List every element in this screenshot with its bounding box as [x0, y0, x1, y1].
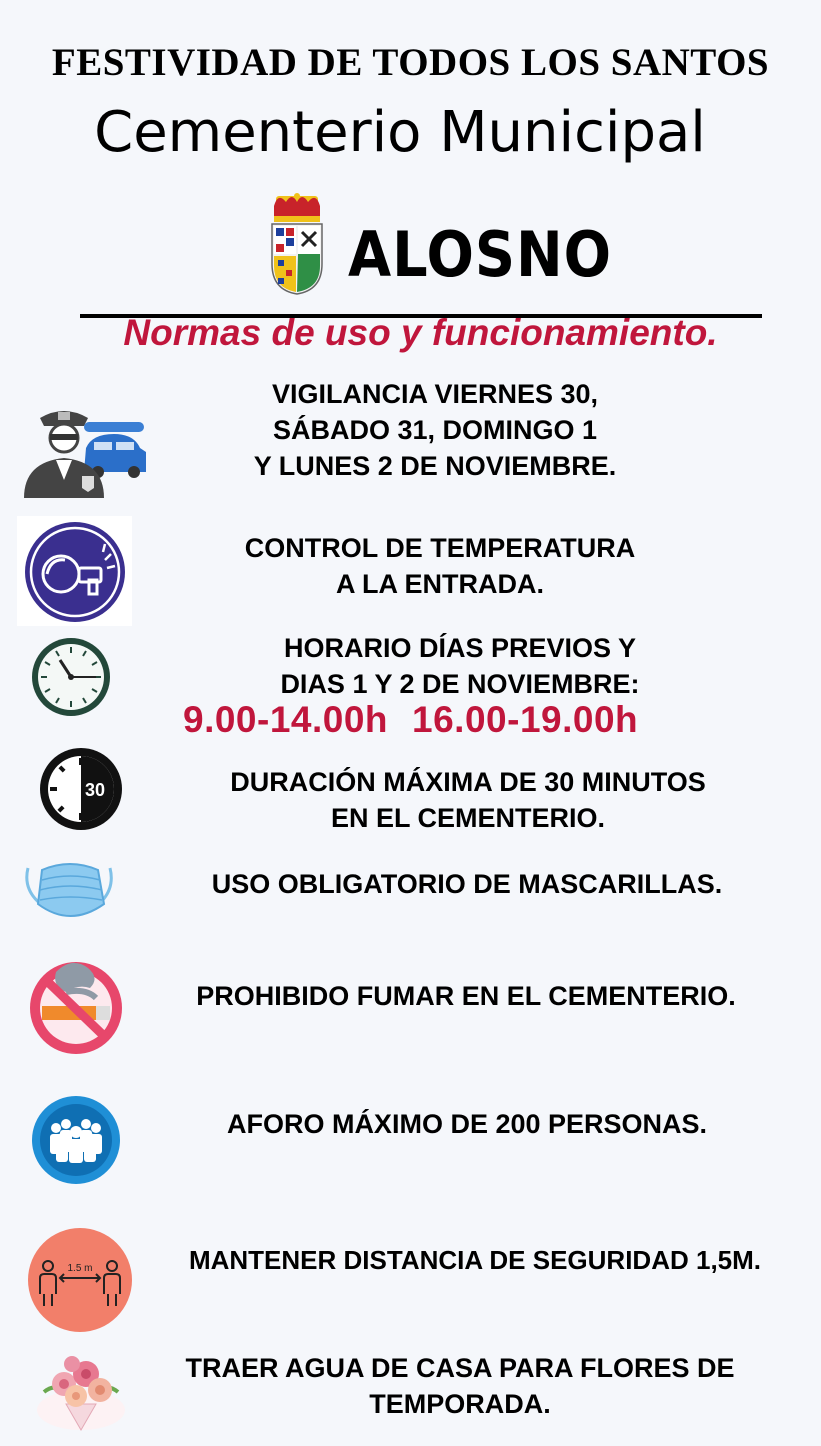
- afternoon-hours: 16.00-19.00h: [412, 699, 639, 740]
- crowd-capacity-icon: [28, 1094, 124, 1186]
- rule-mask: [150, 866, 784, 902]
- social-distance-icon: [26, 1226, 134, 1334]
- morning-hours: 9.00-14.00h: [183, 699, 389, 740]
- rule-capacity: [150, 1106, 784, 1142]
- rule-capacity-line: AFORO MÁXIMO DE 200 PERSONAS.: [226, 1109, 708, 1139]
- rule-vigilance-line: VIGILANCIA VIERNES 30,: [271, 379, 599, 409]
- rule-temperature-line: A LA ENTRADA.: [336, 569, 544, 599]
- rule-duration-line: EN EL CEMENTERIO.: [330, 803, 606, 833]
- temperature-check-icon: [17, 516, 132, 626]
- rule-flowers: [150, 1350, 770, 1422]
- timer-label: 30: [84, 780, 106, 800]
- timer-30-icon: [38, 746, 124, 832]
- rule-smoking-line: PROHIBIDO FUMAR EN EL CEMENTERIO.: [196, 981, 736, 1011]
- rule-temperature: [170, 530, 710, 602]
- face-mask-icon: [24, 858, 114, 926]
- rule-distance-line: MANTENER DISTANCIA DE SEGURIDAD 1,5M.: [188, 1245, 762, 1275]
- flower-bouquet-icon: [36, 1352, 126, 1432]
- rule-hours-line: HORARIO DÍAS PREVIOS Y: [283, 633, 637, 663]
- rule-duration-line: DURACIÓN MÁXIMA DE 30 MINUTOS: [230, 767, 706, 797]
- coat-of-arms-icon: [266, 192, 328, 296]
- opening-hours: [183, 699, 662, 741]
- rule-hours: [190, 630, 730, 702]
- rule-flowers-line: TEMPORADA.: [369, 1389, 551, 1419]
- page-subtitle: Cementerio Municipal: [94, 100, 706, 165]
- rule-mask-line: USO OBLIGATORIO DE MASCARILLAS.: [211, 869, 723, 899]
- rule-vigilance-line: Y LUNES 2 DE NOVIEMBRE.: [253, 451, 617, 481]
- rule-distance: [140, 1242, 810, 1278]
- town-name: ALOSNO: [348, 218, 612, 291]
- rule-vigilance: [165, 376, 705, 484]
- no-smoking-icon: [26, 958, 128, 1056]
- clock-icon: [30, 636, 112, 718]
- norms-heading: Normas de uso y funcionamiento.: [123, 312, 718, 353]
- rule-smoking: [148, 978, 784, 1014]
- rule-temperature-line: CONTROL DE TEMPERATURA: [244, 533, 636, 563]
- distance-label: 1.5 m: [67, 1263, 93, 1274]
- rule-vigilance-line: SÁBADO 31, DOMINGO 1: [272, 415, 598, 445]
- rule-hours-line: DIAS 1 Y 2 DE NOVIEMBRE:: [280, 669, 640, 699]
- rule-duration: [178, 764, 758, 836]
- rule-flowers-line: TRAER AGUA DE CASA PARA FLORES DE: [185, 1353, 735, 1383]
- page-title: FESTIVIDAD DE TODOS LOS SANTOS: [51, 41, 770, 84]
- police-officer-car-icon: [24, 404, 148, 498]
